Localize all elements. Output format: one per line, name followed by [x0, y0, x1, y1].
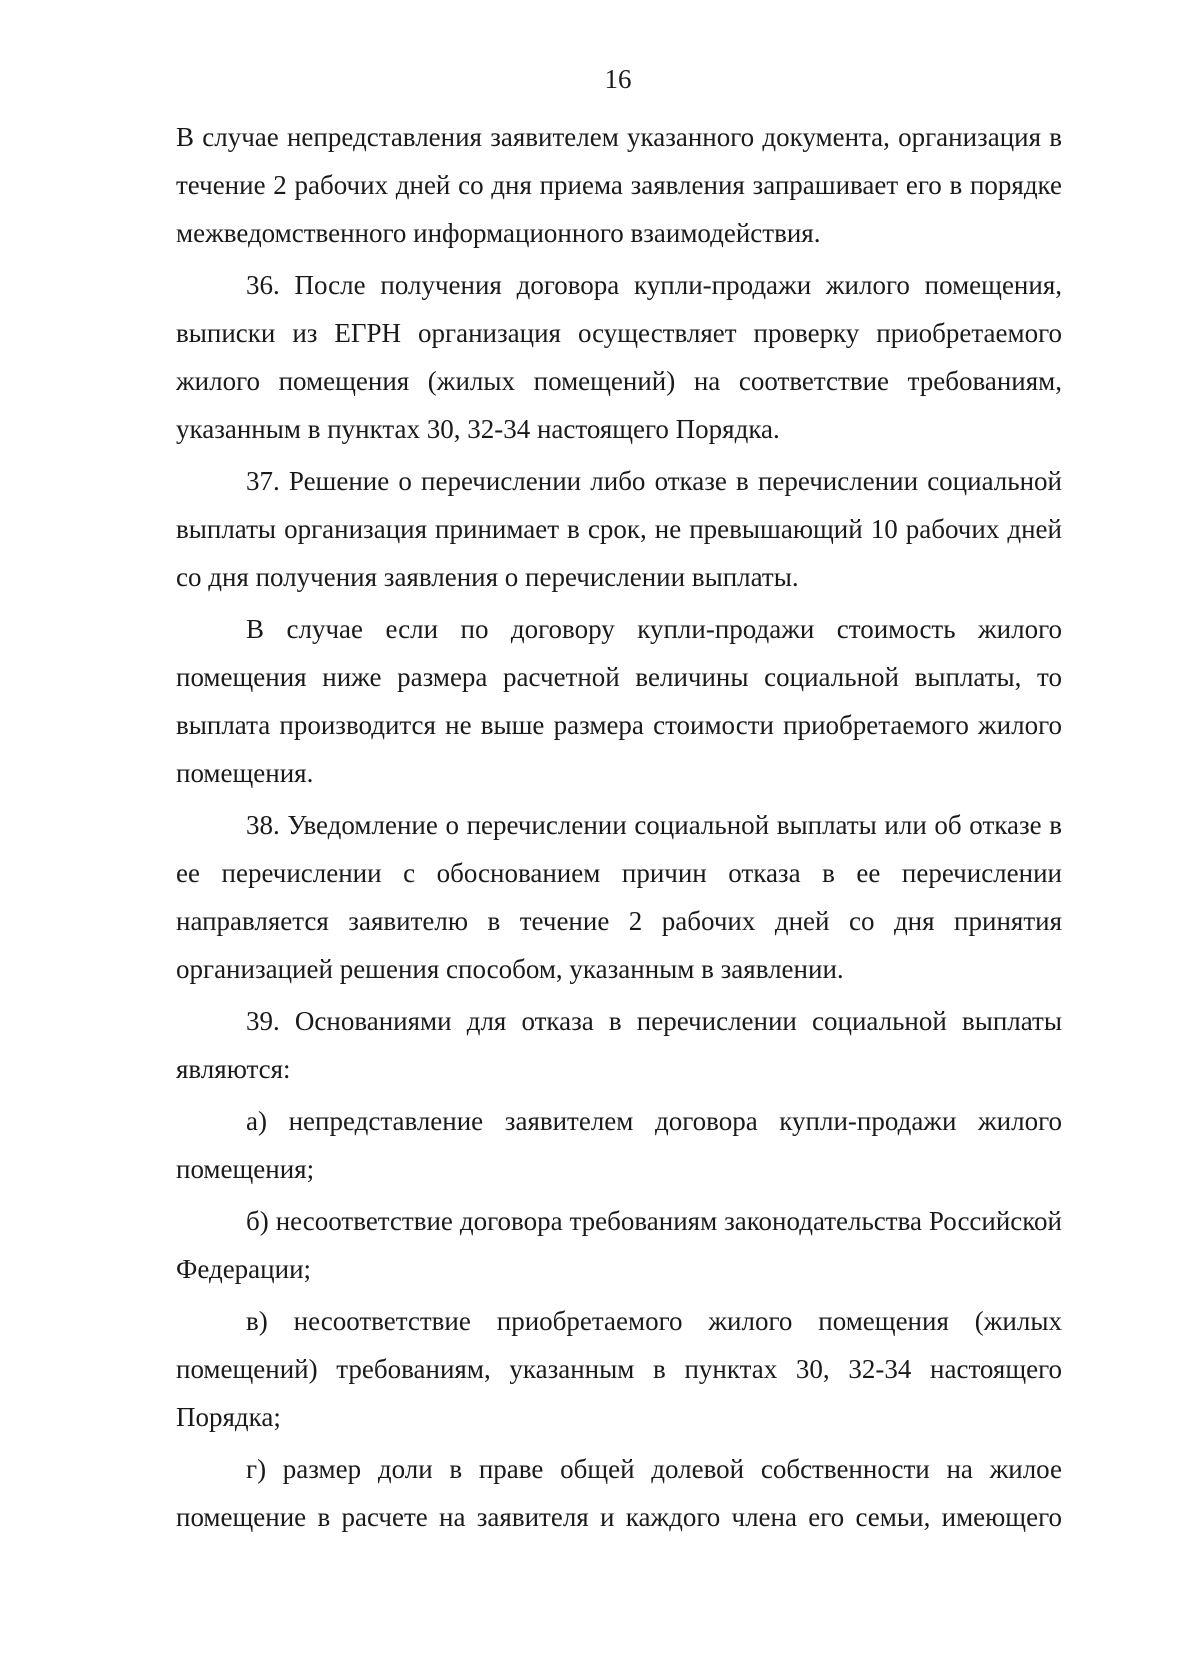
document-body — [176, 113, 1062, 1545]
paragraph-item-38: 38. Уведомление о перечислении социальной выплаты или об отказе в ее перечислении с обоснованием причин отказа в ее перечислении направляется заявителю в течение 2 рабочих дней со дня принятия организацией решения способом, указанным в заявлении. — [176, 810, 1062, 984]
page-number: 16 — [604, 64, 632, 94]
paragraph-item-39: 39. Основаниями для отказа в перечислении социальной выплаты являются: — [176, 1006, 1062, 1084]
paragraph-payment-limit: В случае если по договору купли-продажи стоимость жилого помещения ниже размера расчетной величины социальной выплаты, то выплата производится не выше размера стоимости приобретаемого жилого помещения. — [176, 614, 1062, 788]
paragraph-item-37: 37. Решение о перечислении либо отказе в перечислении социальной выплаты организация принимает в срок, не превышающий 10 рабочих дней со дня получения заявления о перечислении выплаты. — [176, 466, 1062, 592]
list-item-v: в) несоответствие приобретаемого жилого помещения (жилых помещений) требованиям, указанным в пунктах 30, 32-34 настоящего Порядка; — [176, 1306, 1062, 1432]
list-item-a: а) непредставление заявителем договора купли-продажи жилого помещения; — [176, 1106, 1062, 1184]
list-item-b: б) несоответствие договора требованиям законодательства Российской Федерации; — [176, 1206, 1062, 1284]
list-item-g: г) размер доли в праве общей долевой собственности на жилое помещение в расчете на заявителя и каждого члена его семьи, имеющего — [176, 1454, 1062, 1532]
paragraph-item-36: 36. После получения договора купли-продажи жилого помещения, выписки из ЕГРН организация осуществляет проверку приобретаемого жилого помещения (жилых помещений) на соответствие требованиям, указанным в пунктах 30, 32-34 настоящего Порядка. — [176, 270, 1062, 444]
paragraph-request-document: В случае непредставления заявителем указанного документа, организация в течение 2 рабочих дней со дня приема заявления запрашивает его в порядке межведомственного информационного взаимодействия. — [176, 122, 1062, 248]
